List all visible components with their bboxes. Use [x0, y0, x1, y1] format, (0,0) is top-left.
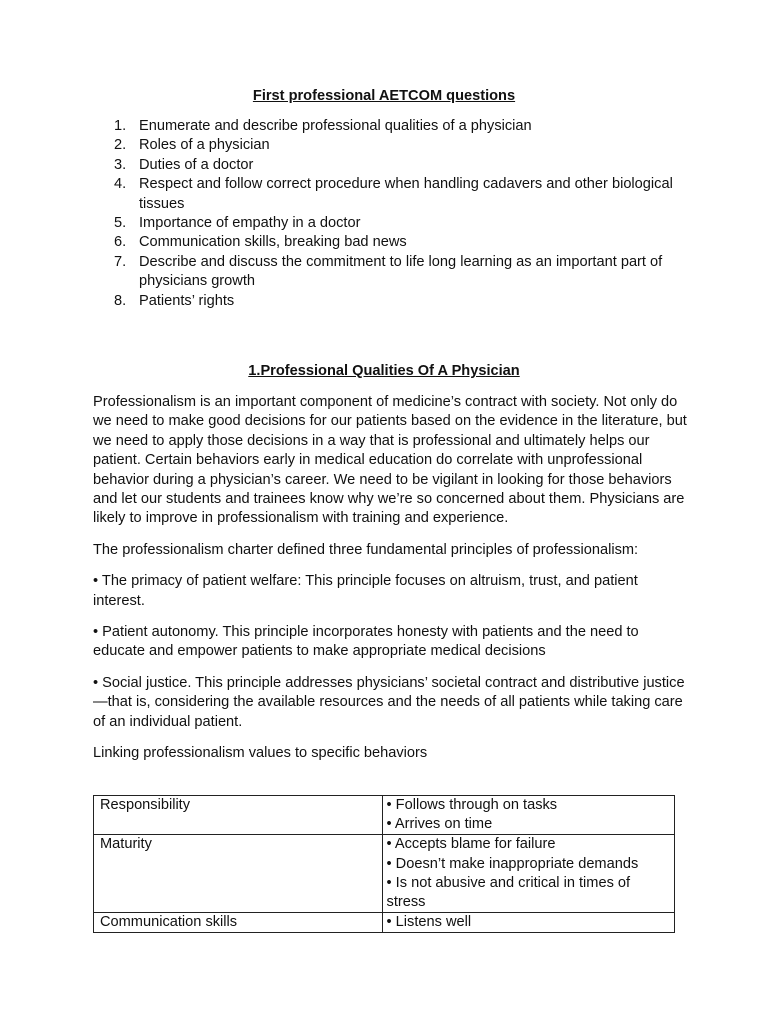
table-row [94, 835, 675, 913]
list-item: 2. Roles of a physician [114, 137, 270, 154]
principle-patient-autonomy: • Patient autonomy. This principle incorporates honesty with patients and the need to educate and empower patients to make appropriate medical decisions [93, 624, 639, 660]
behaviors-table [93, 795, 675, 933]
question-text: Describe and discuss the commitment to life long learning as an important part of physicians growth [139, 253, 663, 290]
question-text: Respect and follow correct procedure when handling cadavers and other biological tissues [139, 176, 673, 212]
value-cell: Maturity [94, 835, 383, 913]
section-title: 1.Professional Qualities Of A Physician [248, 363, 520, 379]
behavior-item: • Accepts blame for failure [386, 836, 556, 853]
paragraph-linking: Linking professionalism values to specific behaviors [93, 745, 428, 762]
table-row [94, 796, 675, 835]
principle-social-justice: • Social justice. This principle addresses physicians’ societal contract and distributive justice—that is, considering the available resources and the needs of all patients while taking care of an individual patient. [93, 674, 685, 730]
behavior-item: • Is not abusive and critical in times of stress [386, 874, 631, 911]
principle-patient-welfare: • The primacy of patient welfare: This principle focuses on altruism, trust, and patient interest. [93, 573, 638, 609]
behaviors-cell [382, 913, 674, 933]
question-text: Patients’ rights [139, 292, 235, 309]
section-body [93, 393, 693, 776]
list-item: 4. Respect and follow correct procedure when handling cadavers and other biological tissues [114, 176, 673, 212]
question-text: Roles of a physician [139, 137, 270, 154]
document-title: First professional AETCOM questions [252, 88, 516, 104]
behaviors-cell [382, 835, 674, 913]
value-cell: Communication skills [94, 913, 383, 933]
table-row [94, 913, 675, 933]
behavior-item: • Follows through on tasks [386, 797, 558, 813]
list-item: 8. Patients’ rights [114, 292, 235, 309]
question-text: Importance of empathy in a doctor [139, 215, 361, 232]
value-cell: Responsibility [94, 796, 383, 835]
behavior-item: • Listens well [386, 914, 472, 931]
behavior-item: • Arrives on time [386, 816, 493, 833]
questions-list [92, 117, 692, 311]
question-text: Duties of a doctor [139, 156, 254, 173]
question-text: Communication skills, breaking bad news [139, 234, 407, 251]
list-item: 6. Communication skills, breaking bad news [114, 234, 407, 251]
list-item: 7. Describe and discuss the commitment to life long learning as an important part of physicians growth [114, 253, 663, 290]
paragraph-intro: Professionalism is an important component of medicine’s contract with society. Not only do we need to make good decisions for our patients based on the evidence in the literature, but we need to apply those decisions in a way that is professional and ultimately helps our patient. Certain behaviors early in medical education do correlate with unprofessional behavior during a physician’s career. We need to be vigilant in looking for those behaviors and let our students and trainees know why we’re so concerned about them. Physicians are likely to improve in professionalism with training and experience. [93, 394, 687, 527]
behaviors-cell [382, 796, 674, 835]
behavior-item: • Doesn’t make inappropriate demands [386, 855, 639, 872]
paragraph-charter: The professionalism charter defined three fundamental principles of professionalism: [93, 541, 639, 558]
list-item: 1. Enumerate and describe professional qualities of a physician [114, 118, 532, 134]
list-item: 5. Importance of empathy in a doctor [114, 215, 361, 232]
list-item: 3. Duties of a doctor [114, 156, 254, 173]
question-text: Enumerate and describe professional qualities of a physician [139, 118, 532, 134]
